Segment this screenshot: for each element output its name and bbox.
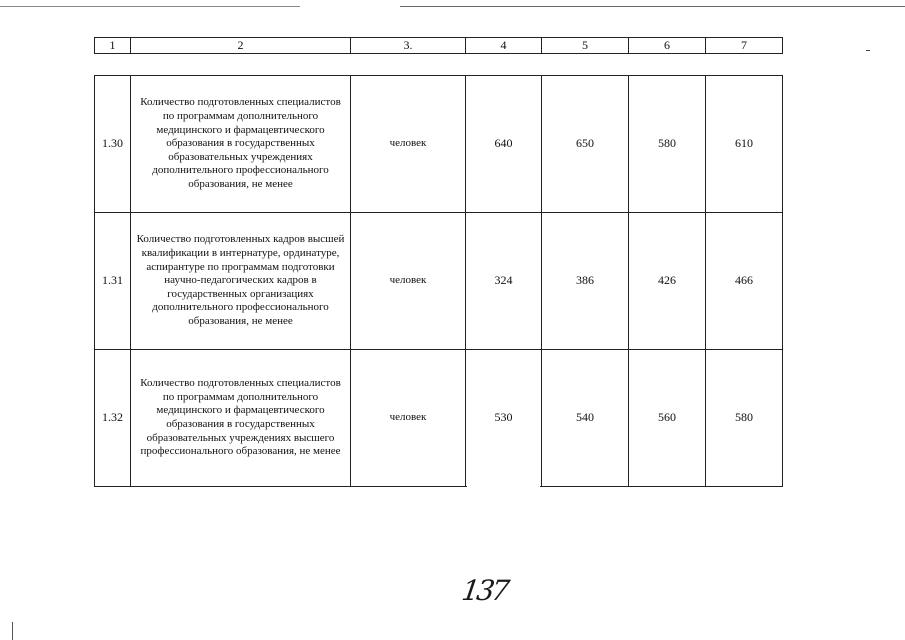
column-number: 2 — [131, 38, 351, 54]
row-value-col7: 610 — [706, 76, 783, 213]
table-row — [95, 350, 783, 487]
table-row — [95, 213, 783, 350]
page-number: 137 — [459, 574, 509, 607]
row-value-col5: 650 — [542, 76, 629, 213]
row-value-col7: 466 — [706, 213, 783, 350]
column-number-row — [95, 38, 783, 54]
row-value-col6: 560 — [629, 350, 706, 487]
row-value-col5: 386 — [542, 213, 629, 350]
row-code: 1.32 — [95, 350, 131, 487]
indicators-table — [94, 75, 783, 487]
column-number: 6 — [629, 38, 706, 54]
row-code: 1.30 — [95, 76, 131, 213]
row-description: Количество подготовленных специалистов по программам дополнительного медицинского и фармацевтического образования в государственных образовательных учреждениях высшего профессионального образования, не менее — [131, 350, 351, 487]
row-description: Количество подготовленных специалистов по программам дополнительного медицинского и фармацевтического образования в государственных образовательных учреждениях дополнительного профессионального образования, не менее — [131, 76, 351, 213]
row-value-col4: 640 — [466, 76, 542, 213]
border-gap — [467, 484, 540, 488]
row-code: 1.31 — [95, 213, 131, 350]
column-number: 5 — [542, 38, 629, 54]
row-value-col6: 580 — [629, 76, 706, 213]
column-number: 3. — [351, 38, 466, 54]
header-row-table — [94, 37, 783, 54]
row-unit: человек — [351, 76, 466, 213]
table-row — [95, 76, 783, 213]
scan-artifact-left-edge — [12, 622, 13, 640]
row-unit: человек — [351, 213, 466, 350]
column-number: 1 — [95, 38, 131, 54]
row-value-col4: 324 — [466, 213, 542, 350]
row-value-col4: 530 — [466, 350, 542, 487]
row-description: Количество подготовленных кадров высшей квалификации в интернатуре, ординатуре, аспирантуре по программам подготовки научно-педагогических кадров в государственных организациях дополнительного профессионального образования, не менее — [131, 213, 351, 350]
column-number: 4 — [466, 38, 542, 54]
row-value-col7: 580 — [706, 350, 783, 487]
row-unit: человек — [351, 350, 466, 487]
scan-artifact-top-right — [400, 6, 905, 7]
scan-artifact-top-left — [0, 6, 300, 7]
scan-mark — [866, 50, 870, 51]
column-number: 7 — [706, 38, 783, 54]
row-value-col5: 540 — [542, 350, 629, 487]
row-value-col6: 426 — [629, 213, 706, 350]
